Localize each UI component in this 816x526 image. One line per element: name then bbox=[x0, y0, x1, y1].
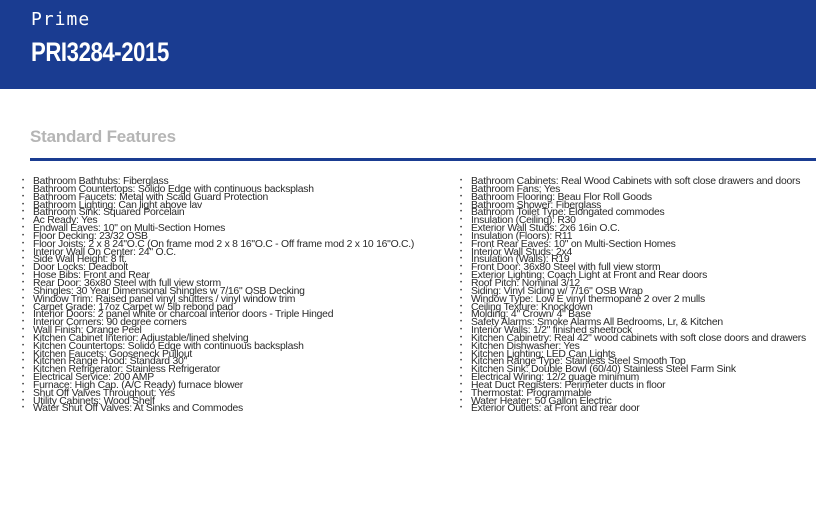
feature-text: Kitchen Cabinet Interior: Adjustable/lined shelving bbox=[33, 332, 249, 344]
bullet-icon: • bbox=[460, 256, 462, 263]
bullet-icon: • bbox=[22, 350, 24, 357]
bullet-icon: • bbox=[460, 342, 462, 349]
feature-text: Carpet Grade: 17oz Carpet w/ 5lb rebond pad bbox=[33, 301, 234, 313]
bullet-icon: • bbox=[460, 311, 462, 318]
bullet-icon: • bbox=[22, 405, 24, 412]
bullet-icon: • bbox=[22, 217, 24, 224]
bullet-icon: • bbox=[22, 240, 24, 247]
bullet-icon: • bbox=[22, 256, 24, 263]
bullet-icon: • bbox=[460, 303, 462, 310]
feature-text: Interior Wall On Center: 24" O.C. bbox=[33, 246, 176, 258]
feature-text: Bathroom Faucets: Metal with Scald Guard Protection bbox=[33, 191, 269, 203]
bullet-icon: • bbox=[460, 225, 462, 232]
feature-text: Bathroom Sink: Squared Porcelain bbox=[33, 207, 185, 219]
bullet-icon: • bbox=[460, 264, 462, 271]
feature-text: Bathroom Bathtubs: Fiberglass bbox=[33, 176, 169, 187]
feature-text: Floor Decking: 23/32 OSB bbox=[33, 230, 148, 242]
feature-text: Electrical Wiring: 12/2 guage minimum bbox=[471, 372, 640, 384]
bullet-icon: • bbox=[460, 374, 462, 381]
feature-text: Door Locks: Deadbolt bbox=[33, 262, 128, 274]
section-divider bbox=[30, 158, 816, 161]
bullet-icon: • bbox=[460, 334, 462, 341]
feature-text: Bathroom Lighting: Can light above lav bbox=[33, 199, 202, 211]
feature-text: Kitchen Lighting: LED Can Lights bbox=[471, 348, 616, 360]
brand-name: Prime bbox=[31, 9, 91, 30]
feature-text: Front Rear Eaves: 10" on Multi-Section Homes bbox=[471, 238, 676, 250]
bullet-icon: • bbox=[22, 264, 24, 271]
feature-text: Shingles: 30 Year Dimensional Shingles w 7/16" OSB Decking bbox=[33, 285, 305, 297]
bullet-icon: • bbox=[460, 319, 462, 326]
bullet-icon: • bbox=[22, 319, 24, 326]
bullet-icon: • bbox=[22, 327, 24, 334]
feature-text: Bathroom Fans: Yes bbox=[471, 183, 561, 195]
feature-text: Exterior Outlets: at Front and rear door bbox=[471, 403, 640, 415]
bullet-icon: • bbox=[22, 381, 24, 388]
feature-text: Side Wall Height: 8 ft. bbox=[33, 254, 127, 266]
bullet-icon: • bbox=[460, 350, 462, 357]
feature-text: Interior Wall Studs: 2x4 bbox=[471, 246, 573, 258]
header-banner bbox=[0, 0, 816, 89]
feature-text: Water Shut Off Valves: At Sinks and Commodes bbox=[33, 403, 243, 415]
bullet-icon: • bbox=[460, 209, 462, 216]
bullet-icon: • bbox=[22, 358, 24, 365]
bullet-icon: • bbox=[460, 389, 462, 396]
feature-text: Bathroom Shower: Fiberglass bbox=[471, 199, 602, 211]
bullet-icon: • bbox=[460, 217, 462, 224]
feature-text: Heat Duct Registers: Perimeter ducts in floor bbox=[471, 379, 666, 391]
bullet-icon: • bbox=[22, 303, 24, 310]
feature-text: Utility Cabinets: Wood Shelf bbox=[33, 395, 155, 407]
feature-text: Interior Walls: 1/2" finished sheetrock bbox=[471, 325, 633, 337]
bullet-icon: • bbox=[460, 287, 462, 294]
bullet-icon: • bbox=[22, 342, 24, 349]
bullet-icon: • bbox=[22, 311, 24, 318]
feature-text: Electrical Service: 200 AMP bbox=[33, 372, 154, 384]
feature-text: Ac Ready: Yes bbox=[33, 215, 98, 227]
bullet-icon: • bbox=[22, 279, 24, 286]
feature-text: Wall Finish: Orange Peel bbox=[33, 325, 142, 337]
feature-text: Roof Pitch: Nominal 3/12 bbox=[471, 277, 580, 289]
bullet-icon: • bbox=[22, 334, 24, 341]
model-number: PRI3284-2015 bbox=[31, 37, 169, 67]
feature-text: Interior Doors: 2 panel white or charcoal interior doors - Triple Hinged bbox=[33, 309, 334, 321]
feature-text: Thermostat: Programmable bbox=[471, 387, 592, 399]
bullet-icon: • bbox=[22, 248, 24, 255]
feature-text: Insulation (Floors): R11 bbox=[471, 230, 573, 242]
feature-text: Kitchen Cabinetry: Real 42" wood cabinets with soft close doors and drawers bbox=[471, 332, 806, 344]
bullet-icon: • bbox=[460, 366, 462, 373]
feature-text: Bathroom Toilet Type: Elongated commodes bbox=[471, 207, 665, 219]
feature-text: Bathroom Flooring: Beau Flor Roll Goods bbox=[471, 191, 652, 203]
feature-text: Interior Corners: 90 degree corners bbox=[33, 317, 187, 329]
feature-text: Kitchen Range Type: Stainless Steel Smooth Top bbox=[471, 356, 686, 368]
bullet-icon: • bbox=[460, 193, 462, 200]
feature-text: Water Heater: 50 Gallon Electric bbox=[471, 395, 612, 407]
feature-text: Insulation (Walls): R19 bbox=[471, 254, 570, 266]
bullet-icon: • bbox=[460, 397, 462, 404]
bullet-icon: • bbox=[22, 193, 24, 200]
bullet-icon: • bbox=[460, 232, 462, 239]
feature-text: Siding: Vinyl Siding w/ 7/16" OSB Wrap bbox=[471, 285, 643, 297]
features-list-left bbox=[22, 178, 442, 413]
feature-text: Hose Bibs: Front and Rear bbox=[33, 270, 150, 282]
feature-text: Front Door: 36x80 Steel with full view storm bbox=[471, 262, 661, 274]
feature-text: Window Trim: Raised panel vinyl shutters / vinyl window trim bbox=[33, 293, 296, 305]
bullet-icon: • bbox=[460, 295, 462, 302]
feature-text: Exterior Wall Studs: 2x6 16in O.C. bbox=[471, 223, 620, 235]
feature-text: Kitchen Dishwasher: Yes bbox=[471, 340, 580, 352]
bullet-icon: • bbox=[22, 178, 24, 184]
feature-item bbox=[22, 405, 442, 413]
bullet-icon: • bbox=[460, 240, 462, 247]
bullet-icon: • bbox=[22, 272, 24, 279]
bullet-icon: • bbox=[460, 405, 462, 412]
feature-text: Endwall Eaves: 10" on Multi-Section Homes bbox=[33, 223, 226, 235]
bullet-icon: • bbox=[460, 248, 462, 255]
feature-text: Bathroom Cabinets: Real Wood Cabinets with soft close drawers and doors bbox=[471, 176, 801, 187]
feature-text: Kitchen Sink: Double Bowl (60/40) Stainless Steel Farm Sink bbox=[471, 364, 736, 376]
bullet-icon: • bbox=[460, 327, 462, 334]
bullet-icon: • bbox=[22, 201, 24, 208]
bullet-icon: • bbox=[22, 295, 24, 302]
feature-text: Kitchen Faucets: Gooseneck Pullout bbox=[33, 348, 192, 360]
feature-text: Kitchen Range Hood: Standard 30" bbox=[33, 356, 187, 368]
feature-text: Window Type: Low E vinyl thermopane 2 over 2 mulls bbox=[471, 293, 705, 305]
feature-text: Floor Joists: 2 x 8 24"O.C (On frame mod 2 x 8 16"O.C - Off frame mod 2 x 10 16"O.C.) bbox=[33, 238, 415, 250]
bullet-icon: • bbox=[22, 366, 24, 373]
bullet-icon: • bbox=[460, 178, 462, 184]
feature-text: Molding: 4" Crown/ 4" Base bbox=[471, 309, 591, 321]
bullet-icon: • bbox=[460, 185, 462, 192]
feature-text: Exterior Lighting: Coach Light at Front and Rear doors bbox=[471, 270, 708, 282]
bullet-icon: • bbox=[22, 225, 24, 232]
feature-text: Shut Off Valves Throughout: Yes bbox=[33, 387, 175, 399]
bullet-icon: • bbox=[22, 232, 24, 239]
bullet-icon: • bbox=[22, 397, 24, 404]
bullet-icon: • bbox=[460, 201, 462, 208]
feature-text: Furnace: High Cap. (A/C Ready) furnace blower bbox=[33, 379, 243, 391]
bullet-icon: • bbox=[22, 389, 24, 396]
section-title: Standard Features bbox=[30, 127, 176, 146]
features-list-right bbox=[460, 178, 816, 413]
bullet-icon: • bbox=[22, 287, 24, 294]
feature-text: Bathroom Countertops: Solido Edge with continuous backsplash bbox=[33, 183, 314, 195]
bullet-icon: • bbox=[460, 279, 462, 286]
feature-text: Insulation (Ceiling): R30 bbox=[471, 215, 576, 227]
bullet-icon: • bbox=[460, 381, 462, 388]
feature-text: Ceiling Texture: Knockdown bbox=[471, 301, 593, 313]
bullet-icon: • bbox=[22, 209, 24, 216]
bullet-icon: • bbox=[460, 272, 462, 279]
feature-text: Safety Alarms: Smoke Alarms All Bedrooms, Lr, & Kitchen bbox=[471, 317, 723, 329]
bullet-icon: • bbox=[22, 185, 24, 192]
bullet-icon: • bbox=[460, 358, 462, 365]
feature-text: Rear Door: 36x80 Steel with full view storm bbox=[33, 277, 221, 289]
feature-item bbox=[460, 405, 816, 413]
feature-text: Kitchen Refrigerator: Stainless Refrigerator bbox=[33, 364, 221, 376]
feature-text: Kitchen Countertops: Solido Edge with continuous backsplash bbox=[33, 340, 304, 352]
bullet-icon: • bbox=[22, 374, 24, 381]
